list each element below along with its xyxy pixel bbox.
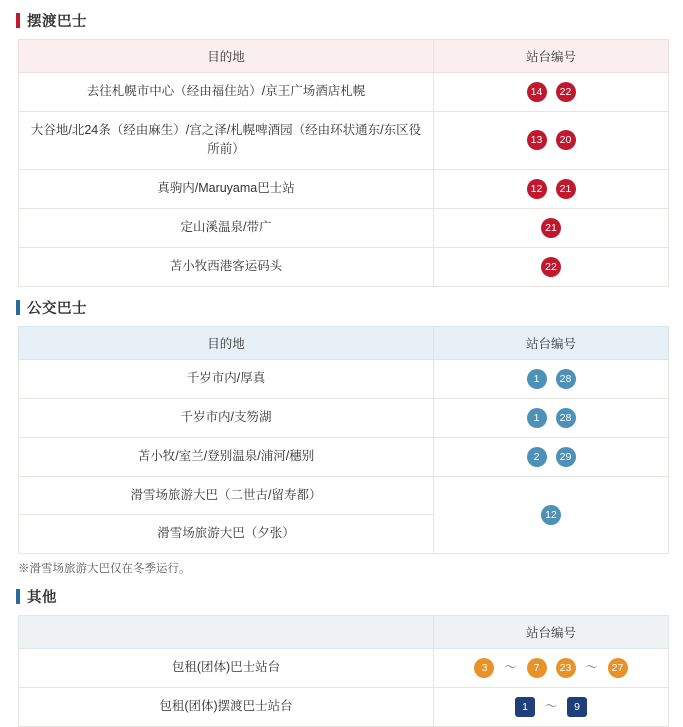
- table-row: [19, 112, 669, 170]
- stop-badge: 22: [556, 82, 576, 102]
- table-row: [19, 476, 669, 514]
- stop-badge: 28: [556, 369, 576, 389]
- table-row: [19, 73, 669, 112]
- destination-cell: 千岁市内/厚真: [19, 359, 434, 398]
- bus-platform-page: [0, 10, 683, 727]
- section-accent-bar: [16, 13, 20, 28]
- stop-badge: 7: [527, 658, 547, 678]
- stop-badge: 22: [541, 257, 561, 277]
- stop-badge: 2: [527, 447, 547, 467]
- stop-badge: 1: [515, 697, 535, 717]
- stop-badge: 27: [608, 658, 628, 678]
- section-heading-shuttle-bus: [16, 10, 683, 31]
- table-row: [19, 648, 669, 687]
- column-header-destination: 目的地: [19, 40, 434, 73]
- section-title: 摆渡巴士: [27, 14, 87, 30]
- table-row: [19, 687, 669, 726]
- table-row: [19, 169, 669, 208]
- stop-badge: 1: [527, 369, 547, 389]
- table-header-row: [19, 326, 669, 359]
- stop-badge: 9: [567, 697, 587, 717]
- stop-badge: 1: [527, 408, 547, 428]
- stop-badge: 29: [556, 447, 576, 467]
- public-bus-note: ※滑雪场旅游大巴仅在冬季运行。: [18, 562, 191, 575]
- destination-cell: 千岁市内/支笏湖: [19, 398, 434, 437]
- section-title: 其他: [27, 589, 57, 606]
- destination-cell: 滑雪场旅游大巴（夕张）: [19, 515, 434, 553]
- stop-number-cell: [434, 398, 669, 437]
- destination-cell: 包租(团体)巴士站台: [19, 648, 434, 687]
- stop-number-cell: [434, 169, 669, 208]
- stop-number-cell: [434, 476, 669, 553]
- section-title: 公交巴士: [27, 300, 87, 317]
- section-heading-public-bus: [16, 297, 683, 318]
- stop-badge: 3: [474, 658, 494, 678]
- section-accent-bar: [16, 589, 20, 604]
- table-row: [19, 437, 669, 476]
- stop-number-cell: [434, 437, 669, 476]
- stop-number-cell: [434, 73, 669, 112]
- stop-badge: 12: [527, 179, 547, 199]
- destination-cell: 苫小牧/室兰/登别温泉/浦河/穗别: [19, 437, 434, 476]
- destination-cell: 包租(团体)摆渡巴士站台: [19, 687, 434, 726]
- destination-cell: 大谷地/北24条（经由麻生）/宫之泽/札幌啤酒园（经由环状通东/东区役所前）: [19, 112, 434, 170]
- stop-number-cell: [434, 359, 669, 398]
- stop-number-cell: [434, 247, 669, 286]
- stop-badge: 12: [541, 505, 561, 525]
- section-accent-bar: [16, 300, 20, 315]
- stop-badge: 28: [556, 408, 576, 428]
- range-tilde: ～: [504, 660, 517, 675]
- column-header-stop-number: 站台编号: [434, 40, 669, 73]
- stop-badge: 13: [527, 130, 547, 150]
- range-tilde: ～: [585, 660, 598, 675]
- destination-cell: 去往札幌市中心（经由福住站）/京王广场酒店札幌: [19, 73, 434, 112]
- table-row: [19, 208, 669, 247]
- shuttle-bus-table: [18, 39, 669, 287]
- stop-badge: 14: [527, 82, 547, 102]
- column-header-stop-number: 站台编号: [434, 326, 669, 359]
- destination-cell: 苫小牧西港客运码头: [19, 247, 434, 286]
- column-header-blank: [19, 615, 434, 648]
- destination-cell: 真驹内/Maruyama巴士站: [19, 169, 434, 208]
- destination-cell: 定山溪温泉/带广: [19, 208, 434, 247]
- stop-number-cell: [434, 648, 669, 687]
- public-bus-table: [18, 326, 669, 554]
- table-header-row: [19, 615, 669, 648]
- stop-badge: 21: [556, 179, 576, 199]
- other-table: [18, 615, 669, 727]
- column-header-stop-number: 站台编号: [434, 615, 669, 648]
- table-row: [19, 398, 669, 437]
- table-row: [19, 247, 669, 286]
- section-heading-other: [16, 586, 683, 607]
- column-header-destination: 目的地: [19, 326, 434, 359]
- stop-badge: 23: [556, 658, 576, 678]
- range-tilde: ～: [544, 699, 557, 714]
- stop-badge: 21: [541, 218, 561, 238]
- stop-badge: 20: [556, 130, 576, 150]
- stop-number-cell: [434, 112, 669, 170]
- stop-number-cell: [434, 208, 669, 247]
- stop-number-cell: [434, 687, 669, 726]
- table-row: [19, 359, 669, 398]
- destination-cell: 滑雪场旅游大巴（二世古/留寿都）: [19, 476, 434, 514]
- table-header-row: [19, 40, 669, 73]
